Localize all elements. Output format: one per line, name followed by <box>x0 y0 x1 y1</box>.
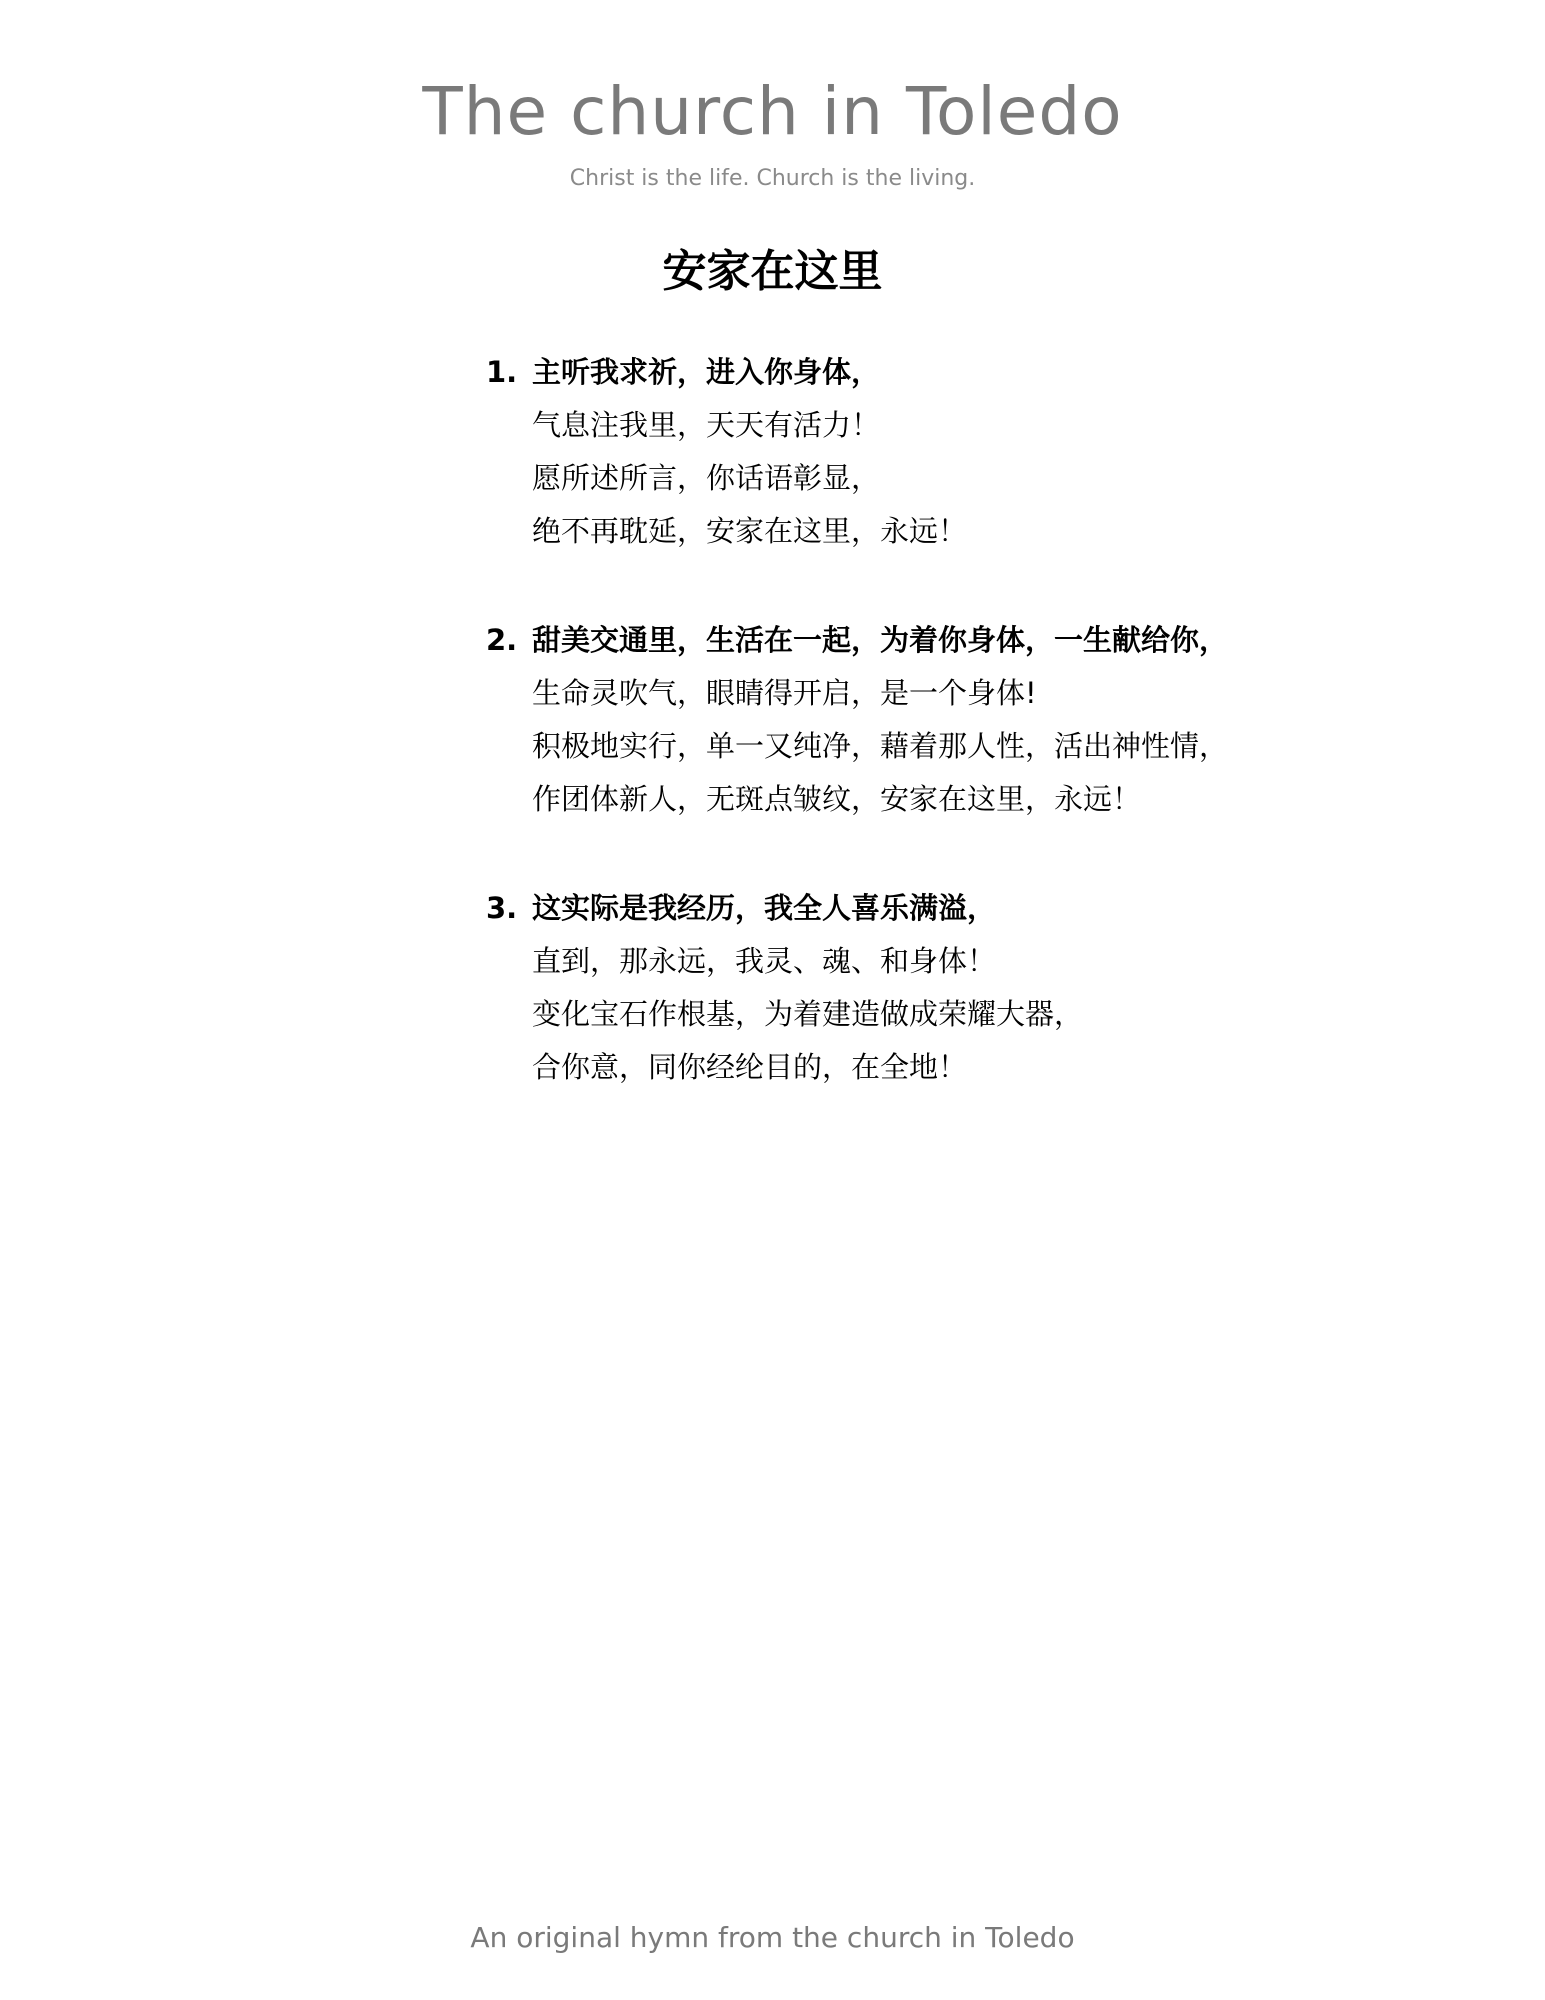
stanza-number: 2. <box>486 623 518 657</box>
stanza-line: 这实际是我经历，我全人喜乐满溢， <box>532 891 997 925</box>
stanza-line: 变化宝石作根基，为着建造做成荣耀大器， <box>532 997 1084 1031</box>
stanza-line: 气息注我里，天天有活力！ <box>532 408 881 442</box>
stanza-line: 直到，那永远，我灵、魂、和身体！ <box>532 944 997 978</box>
hymn-title: 安家在这里 <box>662 246 883 297</box>
site-tagline: Christ is the life. Church is the living. <box>569 166 976 191</box>
stanza-line: 甜美交通里，生活在一起，为着你身体，一生献给你， <box>532 623 1229 657</box>
stanza-line: 主听我求祈，进入你身体， <box>532 355 881 389</box>
site-title[interactable]: The church in Toledo <box>422 73 1123 150</box>
site-header <box>0 70 1545 194</box>
stanza-2 <box>486 614 1506 826</box>
stanza-line: 积极地实行，单一又纯净，藉着那人性，活出神性情， <box>532 729 1229 763</box>
stanza-line: 愿所述所言，你话语彰显， <box>532 461 881 495</box>
stanza-line: 合你意，同你经纶目的，在全地！ <box>532 1050 968 1084</box>
stanza-line: 生命灵吹气，眼睛得开启，是一个身体! <box>532 676 1037 710</box>
stanza-line: 绝不再耽延，安家在这里，永远！ <box>532 514 968 548</box>
page-footer: An original hymn from the church in Toledo <box>470 1921 1075 1954</box>
stanza-1 <box>486 346 1506 558</box>
stanza-number: 1. <box>486 355 518 389</box>
stanza-3 <box>486 882 1506 1094</box>
stanza-number: 3. <box>486 891 518 925</box>
stanza-line: 作团体新人，无斑点皱纹，安家在这里，永远！ <box>532 782 1142 816</box>
hymn-lyrics <box>486 346 1506 1150</box>
